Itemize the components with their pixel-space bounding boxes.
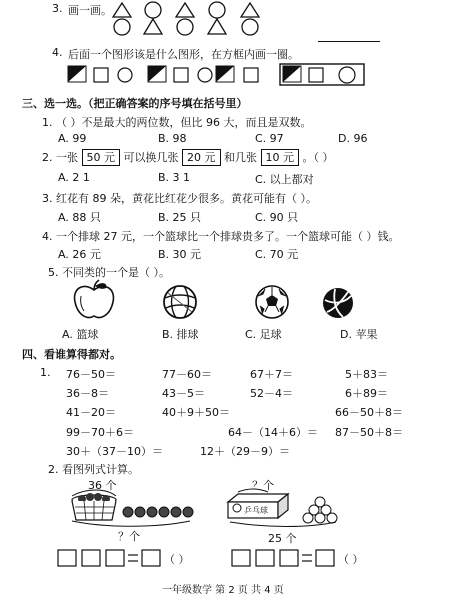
black-triangle-icon — [148, 66, 166, 82]
left-top-label: 36 个 — [88, 479, 117, 492]
left-equation-boxes[interactable] — [58, 548, 178, 568]
s3q5-option-b[interactable]: B. 排球 — [162, 328, 199, 341]
q3-answer-line[interactable] — [318, 41, 380, 42]
s3q5-option-c[interactable]: C. 足球 — [245, 328, 282, 341]
s3q2-option-b[interactable]: B. 3 1 — [158, 171, 191, 184]
pattern-sequence-figure — [68, 64, 368, 86]
triangle-circle-shape — [113, 3, 131, 35]
s3q2-option-c[interactable]: C. 以上都对 — [255, 173, 314, 186]
s3q3-option-b[interactable]: B. 25 只 — [158, 211, 202, 224]
section-4-title: 四、看谁算得都对。 — [22, 348, 121, 361]
q2calc-text: 2. 看图列式计算。 — [48, 463, 139, 476]
calc-item: 5＋83＝ — [345, 368, 388, 381]
calc-item: 36－8＝ — [66, 387, 109, 400]
calc-item: 64－（14＋6）＝ — [228, 426, 318, 439]
volleyball-icon — [321, 286, 355, 320]
s3q1-option-a[interactable]: A. 99 — [58, 132, 87, 145]
calc-item: 41－20＝ — [66, 406, 116, 419]
s3q4-option-b[interactable]: B. 30 元 — [158, 248, 202, 261]
page-footer: 一年级数学 第 2 页 共 4 页 — [162, 585, 284, 596]
right-paren[interactable]: （ ） — [338, 553, 364, 566]
calc-item: 76－50＝ — [66, 368, 116, 381]
soccer-ball-icon — [254, 284, 290, 320]
s3q2-option-a[interactable]: A. 2 1 — [58, 171, 90, 184]
s3q4-option-a[interactable]: A. 26 元 — [58, 248, 101, 261]
s3q2-mid2: 和几张 — [224, 151, 257, 164]
calc-item: 30＋（37－10）＝ — [66, 445, 163, 458]
s3q4-option-c[interactable]: C. 70 元 — [255, 248, 299, 261]
s3q1-option-d[interactable]: D. 96 — [338, 132, 368, 145]
shape-sequence-figure — [110, 0, 325, 38]
s3q5-option-a[interactable]: A. 篮球 — [62, 328, 99, 341]
s3q2-suffix: 。（ ） — [302, 151, 334, 164]
s3q3-text: 3. 红花有 89 朵，黄花比红花少很多。黄花可能有（ ）。 — [42, 192, 317, 205]
basket-fruit-figure — [66, 488, 190, 526]
s3q2-mid1: 可以换几张 — [123, 151, 179, 164]
circle-triangle-shape-2 — [208, 2, 226, 34]
right-top-label: ？个 — [252, 479, 274, 492]
triangle-circle-shape-2 — [176, 3, 194, 35]
s3q3-option-c[interactable]: C. 90 只 — [255, 211, 299, 224]
fruit-row-icon — [123, 507, 193, 517]
square-icon — [94, 68, 108, 82]
calc-item: 52－4＝ — [250, 387, 293, 400]
calc-item: 67＋7＝ — [250, 368, 293, 381]
s3q2-line — [42, 149, 334, 166]
square-icon — [174, 68, 188, 82]
black-triangle-icon — [216, 66, 234, 82]
calc-item: 66－50＋8＝ — [335, 406, 403, 419]
circle-icon — [198, 68, 212, 82]
left-paren[interactable]: （ ） — [164, 553, 190, 566]
s3q4-text: 4. 一个排球 27 元，一个篮球比一个排球贵多了。一个篮球可能（ ）钱。 — [42, 230, 400, 243]
banknote-20: 20 元 — [182, 149, 221, 166]
right-bottom-label: 25 个 — [268, 532, 297, 545]
calc-item: 87－50＋8＝ — [335, 426, 403, 439]
box-label: 乒乓球 — [244, 506, 268, 515]
calc-item: 6＋89＝ — [345, 387, 388, 400]
s3q1-option-b[interactable]: B. 98 — [158, 132, 187, 145]
left-bottom-label: ？个 — [118, 530, 140, 543]
black-triangle-icon — [283, 66, 301, 82]
s3q5-text: 5. 不同类的一个是（ ）。 — [48, 266, 170, 279]
q3-number: 3. — [52, 2, 63, 15]
banknote-50: 50 元 — [82, 149, 121, 166]
circle-triangle-shape — [144, 2, 162, 34]
s3q5-option-d[interactable]: D. 苹果 — [340, 328, 378, 341]
s3q1-text: 1. （ ）不是最大的两位数，但比 96 大，而且是双数。 — [42, 116, 312, 129]
black-triangle-icon — [68, 66, 86, 82]
apple-icon — [72, 280, 116, 322]
basketball-icon — [162, 284, 198, 320]
square-icon — [309, 68, 323, 82]
pingpong-box-figure — [228, 488, 348, 528]
section-3-title: 三、选一选。（把正确答案的序号填在括号里） — [22, 97, 248, 110]
calc-number: 1. — [40, 366, 51, 379]
q4-text: 后面一个图形该是什么图形，在方框内画一圈。 — [68, 48, 299, 61]
s3q3-option-a[interactable]: A. 88 只 — [58, 211, 101, 224]
right-equation-boxes[interactable] — [232, 548, 352, 568]
calc-item: 77－60＝ — [162, 368, 212, 381]
calc-item: 40＋9＋50＝ — [162, 406, 230, 419]
s3q2-prefix: 2. 一张 — [42, 151, 78, 164]
s3q1-option-c[interactable]: C. 97 — [255, 132, 284, 145]
banknote-10: 10 元 — [261, 149, 300, 166]
ball-pile-icon — [303, 497, 337, 523]
calc-item: 43－5＝ — [162, 387, 205, 400]
circle-icon — [339, 67, 355, 83]
calc-item: 99－70＋6＝ — [66, 426, 134, 439]
basket-icon — [72, 493, 116, 520]
q4-number: 4. — [52, 46, 63, 59]
square-icon — [244, 68, 258, 82]
circle-icon — [118, 68, 132, 82]
q3-text: 画一画。 — [68, 4, 112, 17]
calc-item: 12＋（29－9）＝ — [200, 445, 290, 458]
triangle-circle-shape-3 — [241, 3, 259, 35]
